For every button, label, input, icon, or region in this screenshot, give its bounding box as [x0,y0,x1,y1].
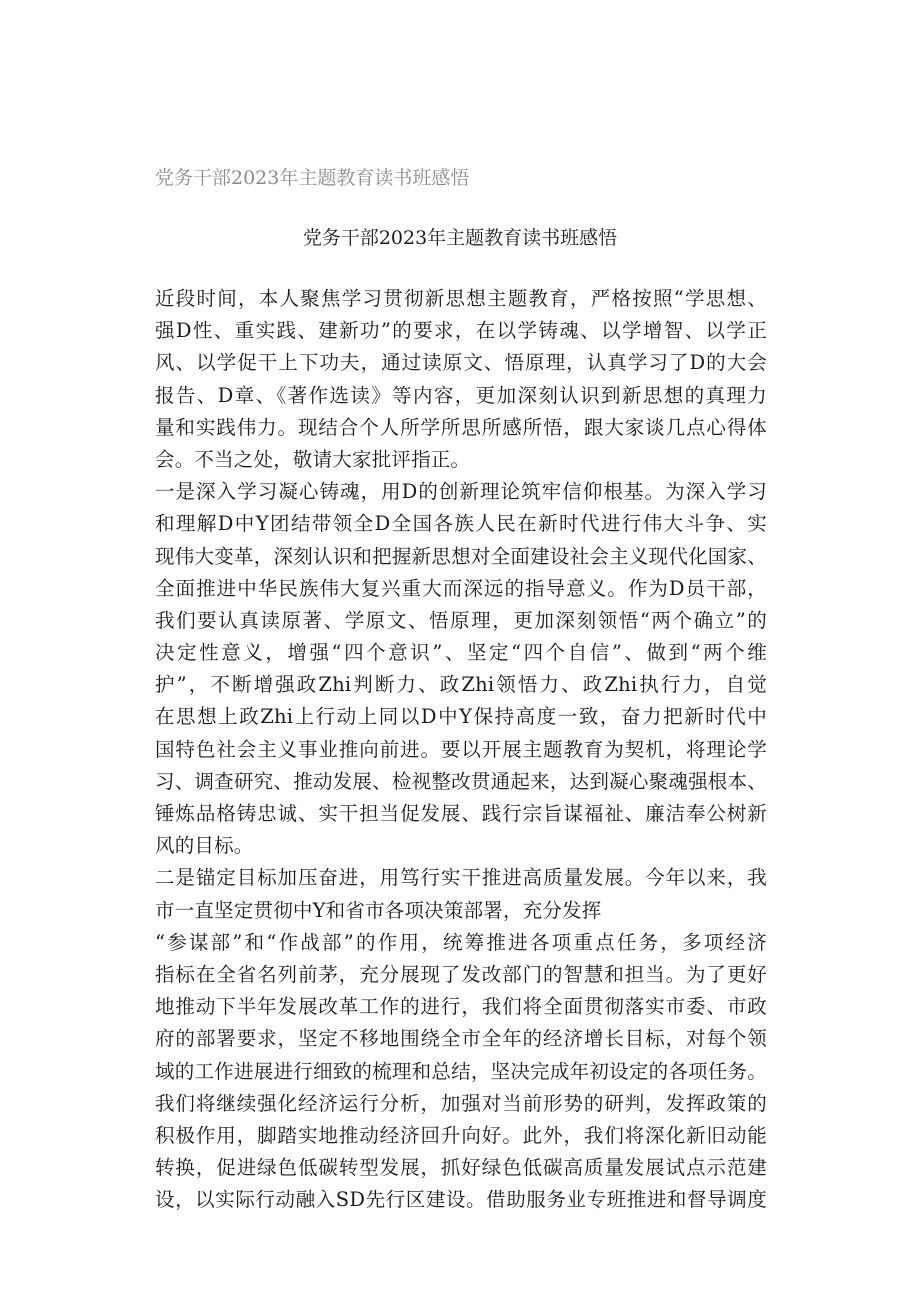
body-line: 习、调查研究、推动发展、检视整改贯通起来，达到凝心聚魂强根本、 [155,769,767,793]
running-header-title: 党务干部2023年主题教育读书班感悟 [155,167,470,189]
body-line: 和理解D中Y团结带领全D全国各族人民在新时代进行伟大斗争、实 [155,512,767,536]
body-line: 锤炼品格铸忠诚、实干担当促发展、践行宗旨谋福祉、廉洁奉公树新 [155,802,767,825]
body-line: 全面推进中华民族伟大复兴重大而深远的指导意义。作为D员干部， [155,576,767,600]
body-line: 近段时间，本人聚焦学习贯彻新思想主题教育，严格按照“学思想、 [155,287,767,310]
body-line: 风、以学促干上下功夫，通过读原文、悟原理，认真学习了D的大会 [155,351,767,375]
body-line: 会。不当之处，敬请大家批评指正。 [155,447,471,471]
body-line: 我们将继续强化经济运行分析，加强对当前形势的研判，发挥政策的 [155,1091,767,1115]
body-line: 指标在全省名列前茅，充分展现了发改部门的智慧和担当。为了更好 [155,962,767,986]
body-line: 二是锚定目标加压奋进，用笃行实干推进高质量发展。今年以来，我 [155,866,767,890]
body-line: 风的目标。 [155,834,254,858]
body-line: 市一直坚定贯彻中Y和省市各项决策部署，充分发挥 [155,898,602,922]
body-line: 护”，不断增强政Zhi判断力、政Zhi领悟力、政Zhi执行力，自觉 [155,673,767,697]
body-line: 决定性意义，增强“四个意识”、坚定“四个自信”、做到“两个维 [155,641,767,665]
body-line: 在思想上政Zhi上行动上同以D中Y保持高度一致，奋力把新时代中 [155,705,767,729]
body-line: 一是深入学习凝心铸魂，用D的创新理论筑牢信仰根基。为深入学习 [155,480,767,504]
body-line: 报告、D章、《著作选读》等内容，更加深刻认识到新思想的真理力 [155,383,767,407]
body-line: 量和实践伟力。现结合个人所学所思所感所悟，跟大家谈几点心得体 [155,415,767,439]
body-line: 强D性、重实践、建新功”的要求，在以学铸魂、以学增智、以学正 [155,319,767,343]
body-line: 我们要认真读原著、学原文、悟原理，更加深刻领悟“两个确立”的 [155,608,767,632]
body-line: 域的工作进展进行细致的梳理和总结，坚决完成年初设定的各项任务。 [155,1059,767,1083]
body-line: 现伟大变革，深刻认识和把握新思想对全面建设社会主义现代化国家、 [155,544,767,568]
body-line: 府的部署要求，坚定不移地围绕全市全年的经济增长目标，对每个领 [155,1027,767,1051]
body-line: 地推动下半年发展改革工作的进行，我们将全面贯彻落实市委、市政 [155,995,767,1019]
body-line: 转换，促进绿色低碳转型发展，抓好绿色低碳高质量发展试点示范建 [155,1156,767,1180]
body-line: 设，以实际行动融入SD先行区建设。借助服务业专班推进和督导调度 [155,1188,767,1212]
document-body [155,283,767,1216]
body-line: 积极作用，脚踏实地推动经济回升向好。此外，我们将深化新旧动能 [155,1123,767,1147]
body-line: 国特色社会主义事业推向前进。要以开展主题教育为契机，将理论学 [155,737,767,761]
document-title: 党务干部2023年主题教育读书班感悟 [302,227,618,249]
body-line: “参谋部”和“作战部”的作用，统筹推进各项重点任务，多项经济 [155,930,767,954]
